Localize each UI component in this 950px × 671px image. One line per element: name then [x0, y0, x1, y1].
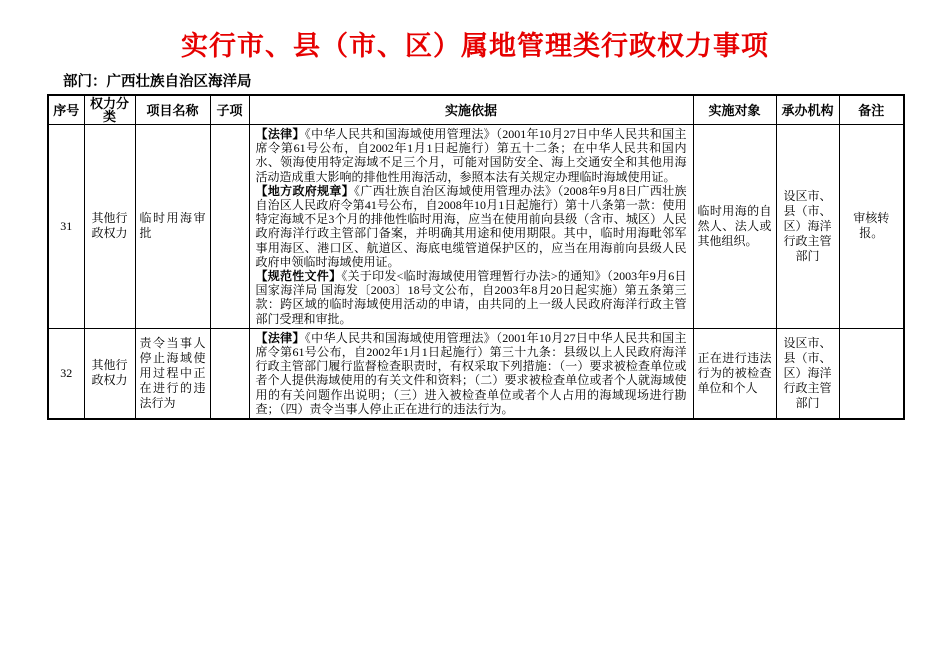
- cell-category: 其他行政权力: [84, 125, 135, 329]
- basis-text: 《中华人民共和国海域使用管理法》（2001年10月27日中华人民共和国主席令第61号公布，自2002年1月1日起施行）第三十九条：县级以上人民政府海洋行政主管部门履行监督检查职责时，有权采取下列措施：（一）要求被检查单位或者个人提供海域使用的有关文件和资料；（二）要求被检查单位或者个人就海域使用的有关问题作出说明；（三）进入被检查单位或者个人占用的海域现场进行勘查；（四）责令当事人停止正在进行的违法行为。: [255, 330, 687, 416]
- col-header-name: 项目名称: [135, 95, 210, 125]
- cell-seq: 32: [48, 328, 84, 419]
- col-header-agency: 承办机构: [776, 95, 839, 125]
- department-label: 部门：广西壮族自治区海洋局: [63, 74, 252, 90]
- power-items-table: [47, 94, 905, 420]
- col-header-basis: 实施依据: [249, 95, 693, 125]
- cell-remark: 审核转报。: [839, 125, 904, 329]
- cell-target: 正在进行违法行为的被检查单位和个人: [693, 328, 776, 419]
- basis-text: 《中华人民共和国海域使用管理法》（2001年10月27日中华人民共和国主席令第61号公布，自2002年1月1日起施行）第五十二条；在中华人民共和国内水、领海使用特定海域不足三个月，可能对国防安全、海上交通安全和其他用海活动造成重大影响的排他性用海活动，参照本法有关规定办理临时海域使用证。: [255, 127, 687, 184]
- cell-agency: 设区市、县（市、区）海洋行政主管部门: [776, 125, 839, 329]
- col-header-seq: 序号: [48, 95, 84, 125]
- basis-label: 【法律】: [255, 330, 305, 345]
- basis-segment: [256, 184, 687, 269]
- cell-remark: [839, 328, 904, 419]
- col-header-subitem: 子项: [210, 95, 249, 125]
- cell-subitem: [210, 125, 249, 329]
- col-header-remark: 备注: [839, 95, 904, 125]
- cell-seq: 31: [48, 125, 84, 329]
- col-header-category: 权力分类: [84, 95, 135, 125]
- table-header-row: [48, 95, 904, 125]
- basis-segment: [256, 269, 687, 326]
- page-title: 实行市、县（市、区）属地管理类行政权力事项: [181, 31, 769, 61]
- cell-basis: [249, 125, 693, 329]
- basis-segment: [256, 331, 687, 416]
- basis-text: 《广西壮族自治区海域使用管理办法》（2008年9月8日广西壮族自治区人民政府令第41号公布，自2008年10月1日起施行）第十八条第一款：使用特定海域不足3个月的排他性临时用海，应当在使用前向县级（含市、城区）人民政府海洋行政主管部门备案，并明确其用途和使用期限。其中，临时用海毗邻军事用海区、港口区、航道区、海底电缆管道保护区的，应当在用海前向县级人民政府申领临时海域使用证。: [255, 183, 687, 269]
- cell-basis: [249, 328, 693, 419]
- table-row: [48, 125, 904, 329]
- table-row: [48, 328, 904, 419]
- col-header-target: 实施对象: [693, 95, 776, 125]
- basis-segment: [256, 127, 687, 184]
- cell-name: 临时用海审批: [135, 125, 210, 329]
- basis-label: 【法律】: [255, 127, 305, 141]
- cell-subitem: [210, 328, 249, 419]
- cell-category: 其他行政权力: [84, 328, 135, 419]
- cell-target: 临时用海的自然人、法人或其他组织。: [693, 125, 776, 329]
- cell-agency: 设区市、县（市、区）海洋行政主管部门: [776, 328, 839, 419]
- cell-name: 责令当事人停止海域使用过程中正在进行的违法行为: [135, 328, 210, 419]
- basis-text: 《关于印发<临时海域使用管理暂行办法>的通知》（2003年9月6日国家海洋局 国海发〔2003〕18号文公布，自2003年8月20日起实施）第五条第三款：跨区域的临时海域使用活动的申请，由共同的上一级人民政府海洋行政主管部门受理和审批。: [255, 269, 687, 326]
- basis-label: 【规范性文件】: [255, 269, 342, 284]
- basis-label: 【地方政府规章】: [255, 183, 355, 198]
